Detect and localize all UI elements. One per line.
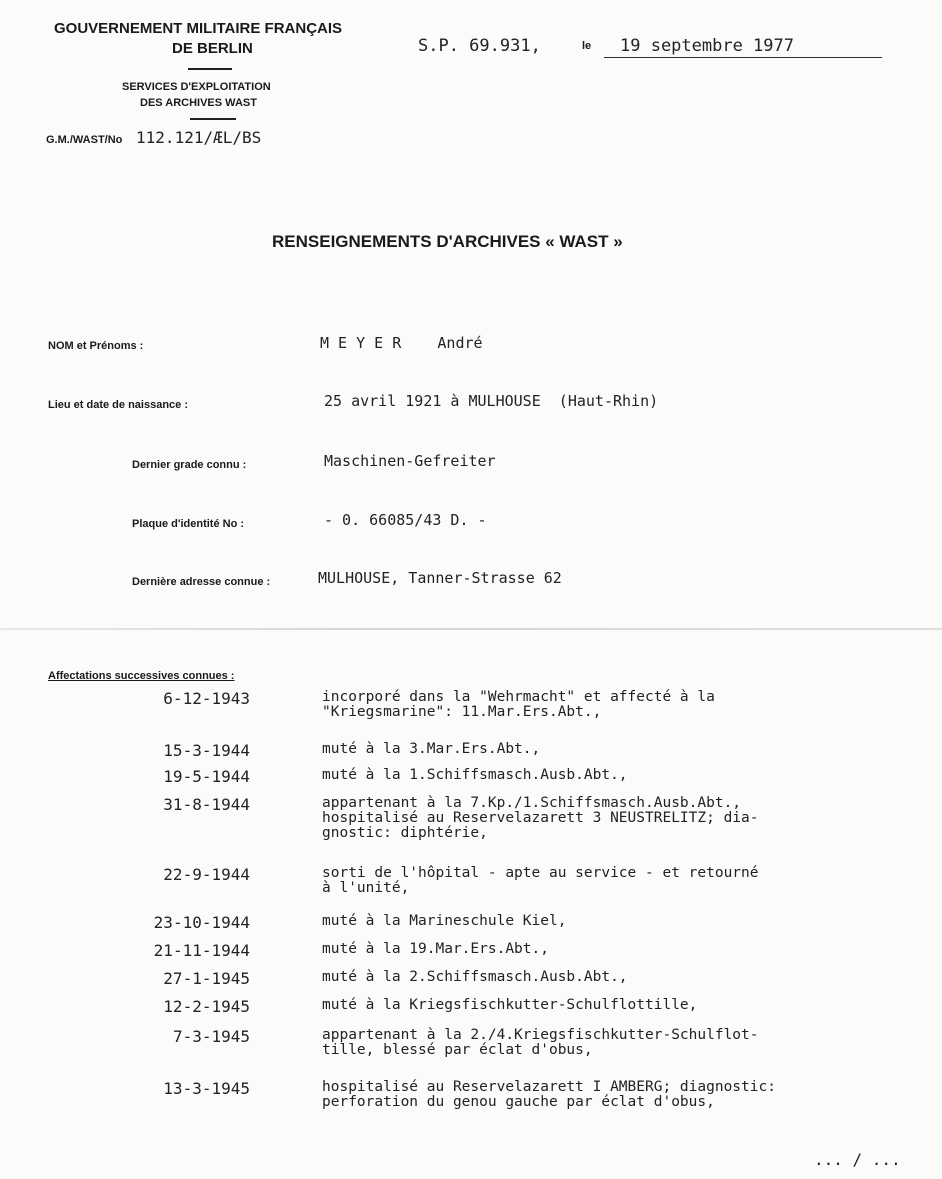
affectation-date: 7-3-1945 xyxy=(172,1027,250,1046)
header-gov-line2: DE BERLIN xyxy=(172,40,253,57)
reference-number xyxy=(46,128,261,147)
affectation-text: muté à la 19.Mar.Ers.Abt., xyxy=(322,941,549,957)
affectation-date: 6-12-1943 xyxy=(163,689,250,708)
continuation-mark: ... / ... xyxy=(814,1150,901,1169)
affectation-text: appartenant à la 7.Kp./1.Schiffsmasch.Ausb.Abt., hospitalisé au Reservelazarett 3 NEUSTRELITZ; dia- gnostic: diphtérie, xyxy=(322,795,759,841)
affectation-text: muté à la 2.Schiffsmasch.Ausb.Abt., xyxy=(322,969,628,985)
affectation-date: 19-5-1944 xyxy=(163,767,250,786)
affectation-text: sorti de l'hôpital - apte au service - et retourné à l'unité, xyxy=(322,865,759,896)
header-services-line2: DES ARCHIVES WAST xyxy=(140,97,257,109)
affectations-label: Affectations successives connues : xyxy=(48,670,235,682)
nom-value: M E Y E R André xyxy=(320,334,483,352)
affectation-date: 31-8-1944 xyxy=(163,795,250,814)
adresse-value: MULHOUSE, Tanner-Strasse 62 xyxy=(318,569,562,587)
affectation-date: 12-2-1945 xyxy=(163,997,250,1016)
plaque-value: - 0. 66085/43 D. - xyxy=(324,511,487,529)
header-divider-1 xyxy=(188,68,232,70)
affectation-date: 27-1-1945 xyxy=(163,969,250,988)
reference-label: G.M./WAST/No xyxy=(46,134,123,146)
grade-label: Dernier grade connu : xyxy=(132,459,247,471)
header-gov-line1: GOUVERNEMENT MILITAIRE FRANÇAIS xyxy=(54,20,343,37)
affectation-date: 22-9-1944 xyxy=(163,865,250,884)
affectation-text: incorporé dans la "Wehrmacht" et affecté à la "Kriegsmarine": 11.Mar.Ers.Abt., xyxy=(322,689,715,720)
affectation-text: appartenant à la 2./4.Kriegsfischkutter-Schulflot- tille, blessé par éclat d'obus, xyxy=(322,1027,759,1058)
postal-sector: S.P. 69.931, xyxy=(418,36,541,56)
plaque-label: Plaque d'identité No : xyxy=(132,518,245,530)
affectation-text: muté à la Marineschule Kiel, xyxy=(322,913,567,929)
affectation-date: 23-10-1944 xyxy=(153,913,250,932)
affectation-text: hospitalisé au Reservelazarett I AMBERG; diagnostic: perforation du genou gauche par éclat d'obus, xyxy=(322,1079,776,1110)
grade-value: Maschinen-Gefreiter xyxy=(324,452,496,470)
adresse-label: Dernière adresse connue : xyxy=(132,576,271,588)
document-date: 19 septembre 1977 xyxy=(604,36,882,58)
affectation-date: 13-3-1945 xyxy=(163,1079,250,1098)
affectation-date: 15-3-1944 xyxy=(163,741,250,760)
header-divider-2 xyxy=(190,118,236,120)
nom-label: NOM et Prénoms : xyxy=(48,340,144,352)
affectation-text: muté à la 1.Schiffsmasch.Ausb.Abt., xyxy=(322,767,628,783)
affectation-text: muté à la Kriegsfischkutter-Schulflottille, xyxy=(322,997,698,1013)
reference-value: 112.121/ÆL/BS xyxy=(136,128,262,147)
affectation-text: muté à la 3.Mar.Ers.Abt., xyxy=(322,741,541,757)
paper-fold-line xyxy=(0,628,942,630)
page-title: RENSEIGNEMENTS D'ARCHIVES « WAST » xyxy=(272,232,623,251)
naissance-value: 25 avril 1921 à MULHOUSE (Haut-Rhin) xyxy=(324,392,659,410)
naissance-label: Lieu et date de naissance : xyxy=(48,399,188,411)
header-services-line1: SERVICES D'EXPLOITATION xyxy=(122,81,271,93)
affectation-date: 21-11-1944 xyxy=(153,941,250,960)
le-label: le xyxy=(582,40,592,52)
